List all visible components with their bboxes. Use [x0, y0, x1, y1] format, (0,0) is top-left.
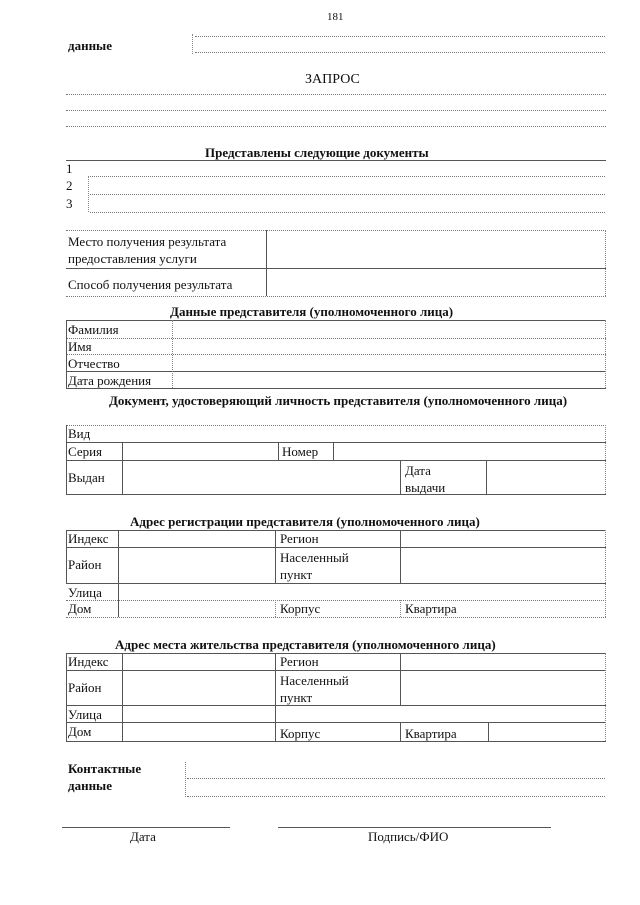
documents-heading: Представлены следующие документы: [205, 145, 429, 160]
rep-line-2: [66, 338, 606, 339]
reg-building-divider: [275, 600, 276, 617]
rep-line-5: [66, 388, 606, 389]
result-right-edge: [605, 230, 606, 296]
res-label-divider: [122, 653, 123, 741]
rep-line-3: [66, 354, 606, 355]
reg-index-label: Индекс: [68, 531, 109, 546]
id-left-edge: [66, 425, 67, 494]
id-number-label: Номер: [282, 444, 319, 459]
document-item-3: 3: [66, 196, 73, 211]
contacts-line-2: [187, 796, 605, 797]
res-index-label: Индекс: [68, 654, 109, 669]
id-date-divider-right: [486, 460, 487, 494]
documents-divider: [88, 176, 89, 212]
result-method-label: Способ получения результата: [68, 277, 233, 292]
res-street-label: Улица: [68, 707, 102, 722]
top-line-upper: [195, 36, 605, 37]
res-apartment-divider-left: [400, 722, 401, 741]
res-apartment-label: Квартира: [405, 726, 457, 741]
documents-line-2: [90, 194, 605, 195]
rep-field-birthdate: Дата рождения: [68, 373, 152, 388]
reg-left-edge: [66, 530, 67, 583]
res-region-label: Регион: [280, 654, 319, 669]
page-number: 181: [327, 11, 344, 23]
res-right-divider: [400, 653, 401, 705]
reg-region-label: Регион: [280, 531, 319, 546]
res-left-edge: [66, 653, 67, 741]
id-right-edge: [605, 425, 606, 494]
documents-line-1: [90, 176, 605, 177]
top-divider: [192, 34, 193, 54]
rep-line-4: [66, 371, 606, 372]
request-line-2: [66, 110, 606, 111]
res-line-5: [66, 741, 606, 742]
top-line-lower: [195, 52, 605, 53]
registration-address-heading: Адрес регистрации представителя (уполномоченного лица): [130, 514, 480, 529]
reg-mid-divider: [275, 530, 276, 583]
footer-date-label: Дата: [130, 829, 156, 844]
contacts-label: Контактные данные: [68, 761, 142, 793]
rep-line-1: [66, 320, 606, 321]
id-line-4: [66, 494, 606, 495]
rep-field-name: Имя: [68, 339, 92, 354]
contacts-divider: [185, 762, 186, 797]
reg-line-3: [66, 583, 606, 584]
rep-right-edge: [605, 320, 606, 388]
reg-line-5: [66, 617, 606, 618]
id-line-1: [66, 425, 606, 426]
id-label-divider: [122, 442, 123, 494]
res-line-1: [66, 653, 606, 654]
result-line-mid: [66, 268, 606, 269]
id-kind-label: Вид: [68, 426, 91, 441]
document-item-1: 1: [66, 161, 73, 176]
id-line-2: [66, 442, 606, 443]
reg-right-divider: [400, 530, 401, 583]
rep-field-surname: Фамилия: [68, 322, 119, 337]
residence-address-heading: Адрес места жительства представителя (уполномоченного лица): [115, 637, 496, 652]
reg-apartment-divider: [400, 600, 401, 617]
result-line-bottom: [66, 296, 606, 297]
footer-signature-label: Подпись/ФИО: [368, 829, 449, 844]
id-number-divider-left: [278, 442, 279, 460]
res-district-label: Район: [68, 680, 102, 695]
res-line-4: [66, 722, 606, 723]
rep-divider: [172, 320, 173, 388]
reg-line-4: [66, 600, 606, 601]
result-divider: [266, 230, 267, 296]
res-right-edge: [605, 653, 606, 741]
id-line-3: [66, 460, 606, 461]
request-line-3: [66, 126, 606, 127]
res-line-3: [66, 705, 606, 706]
reg-district-label: Район: [68, 557, 102, 572]
result-line-top: [66, 230, 606, 231]
rep-field-patronymic: Отчество: [68, 356, 120, 371]
res-building-label: Корпус: [280, 726, 321, 741]
documents-line-3: [90, 212, 605, 213]
res-line-2: [66, 670, 606, 671]
id-issue-date-label: Дата выдачи: [405, 463, 446, 495]
reg-apartment-label: Квартира: [405, 601, 457, 616]
signature-line: [278, 827, 551, 828]
id-series-label: Серия: [68, 444, 103, 459]
reg-right-edge: [605, 530, 606, 617]
id-issued-by-label: Выдан: [68, 470, 105, 485]
top-label: данные: [68, 38, 112, 53]
documents-line-top: [66, 160, 606, 161]
reg-line-2: [66, 547, 606, 548]
id-number-divider-right: [333, 442, 334, 460]
reg-locality-label: Населенный пункт: [280, 550, 349, 582]
request-line-1: [66, 94, 606, 95]
document-item-2: 2: [66, 178, 73, 193]
contacts-line-1: [187, 778, 605, 779]
request-title: ЗАПРОС: [305, 72, 360, 87]
res-apartment-divider-right: [488, 722, 489, 741]
res-locality-label: Населенный пункт: [280, 673, 349, 705]
reg-house-label: Дом: [68, 601, 92, 616]
res-mid-divider: [275, 653, 276, 741]
reg-street-label: Улица: [68, 585, 102, 600]
reg-line-1: [66, 530, 606, 531]
date-signature-line: [62, 827, 230, 828]
representative-heading: Данные представителя (уполномоченного лица): [170, 304, 454, 319]
id-document-heading: Документ, удостоверяющий личность представителя (уполномоченного лица): [108, 393, 568, 408]
reg-label-divider: [118, 530, 119, 617]
res-house-label: Дом: [68, 724, 92, 739]
result-place-label: Место получения результата предоставления услуги: [68, 234, 227, 266]
reg-building-label: Корпус: [280, 601, 321, 616]
rep-left-edge: [66, 320, 67, 388]
id-date-divider-left: [400, 460, 401, 494]
